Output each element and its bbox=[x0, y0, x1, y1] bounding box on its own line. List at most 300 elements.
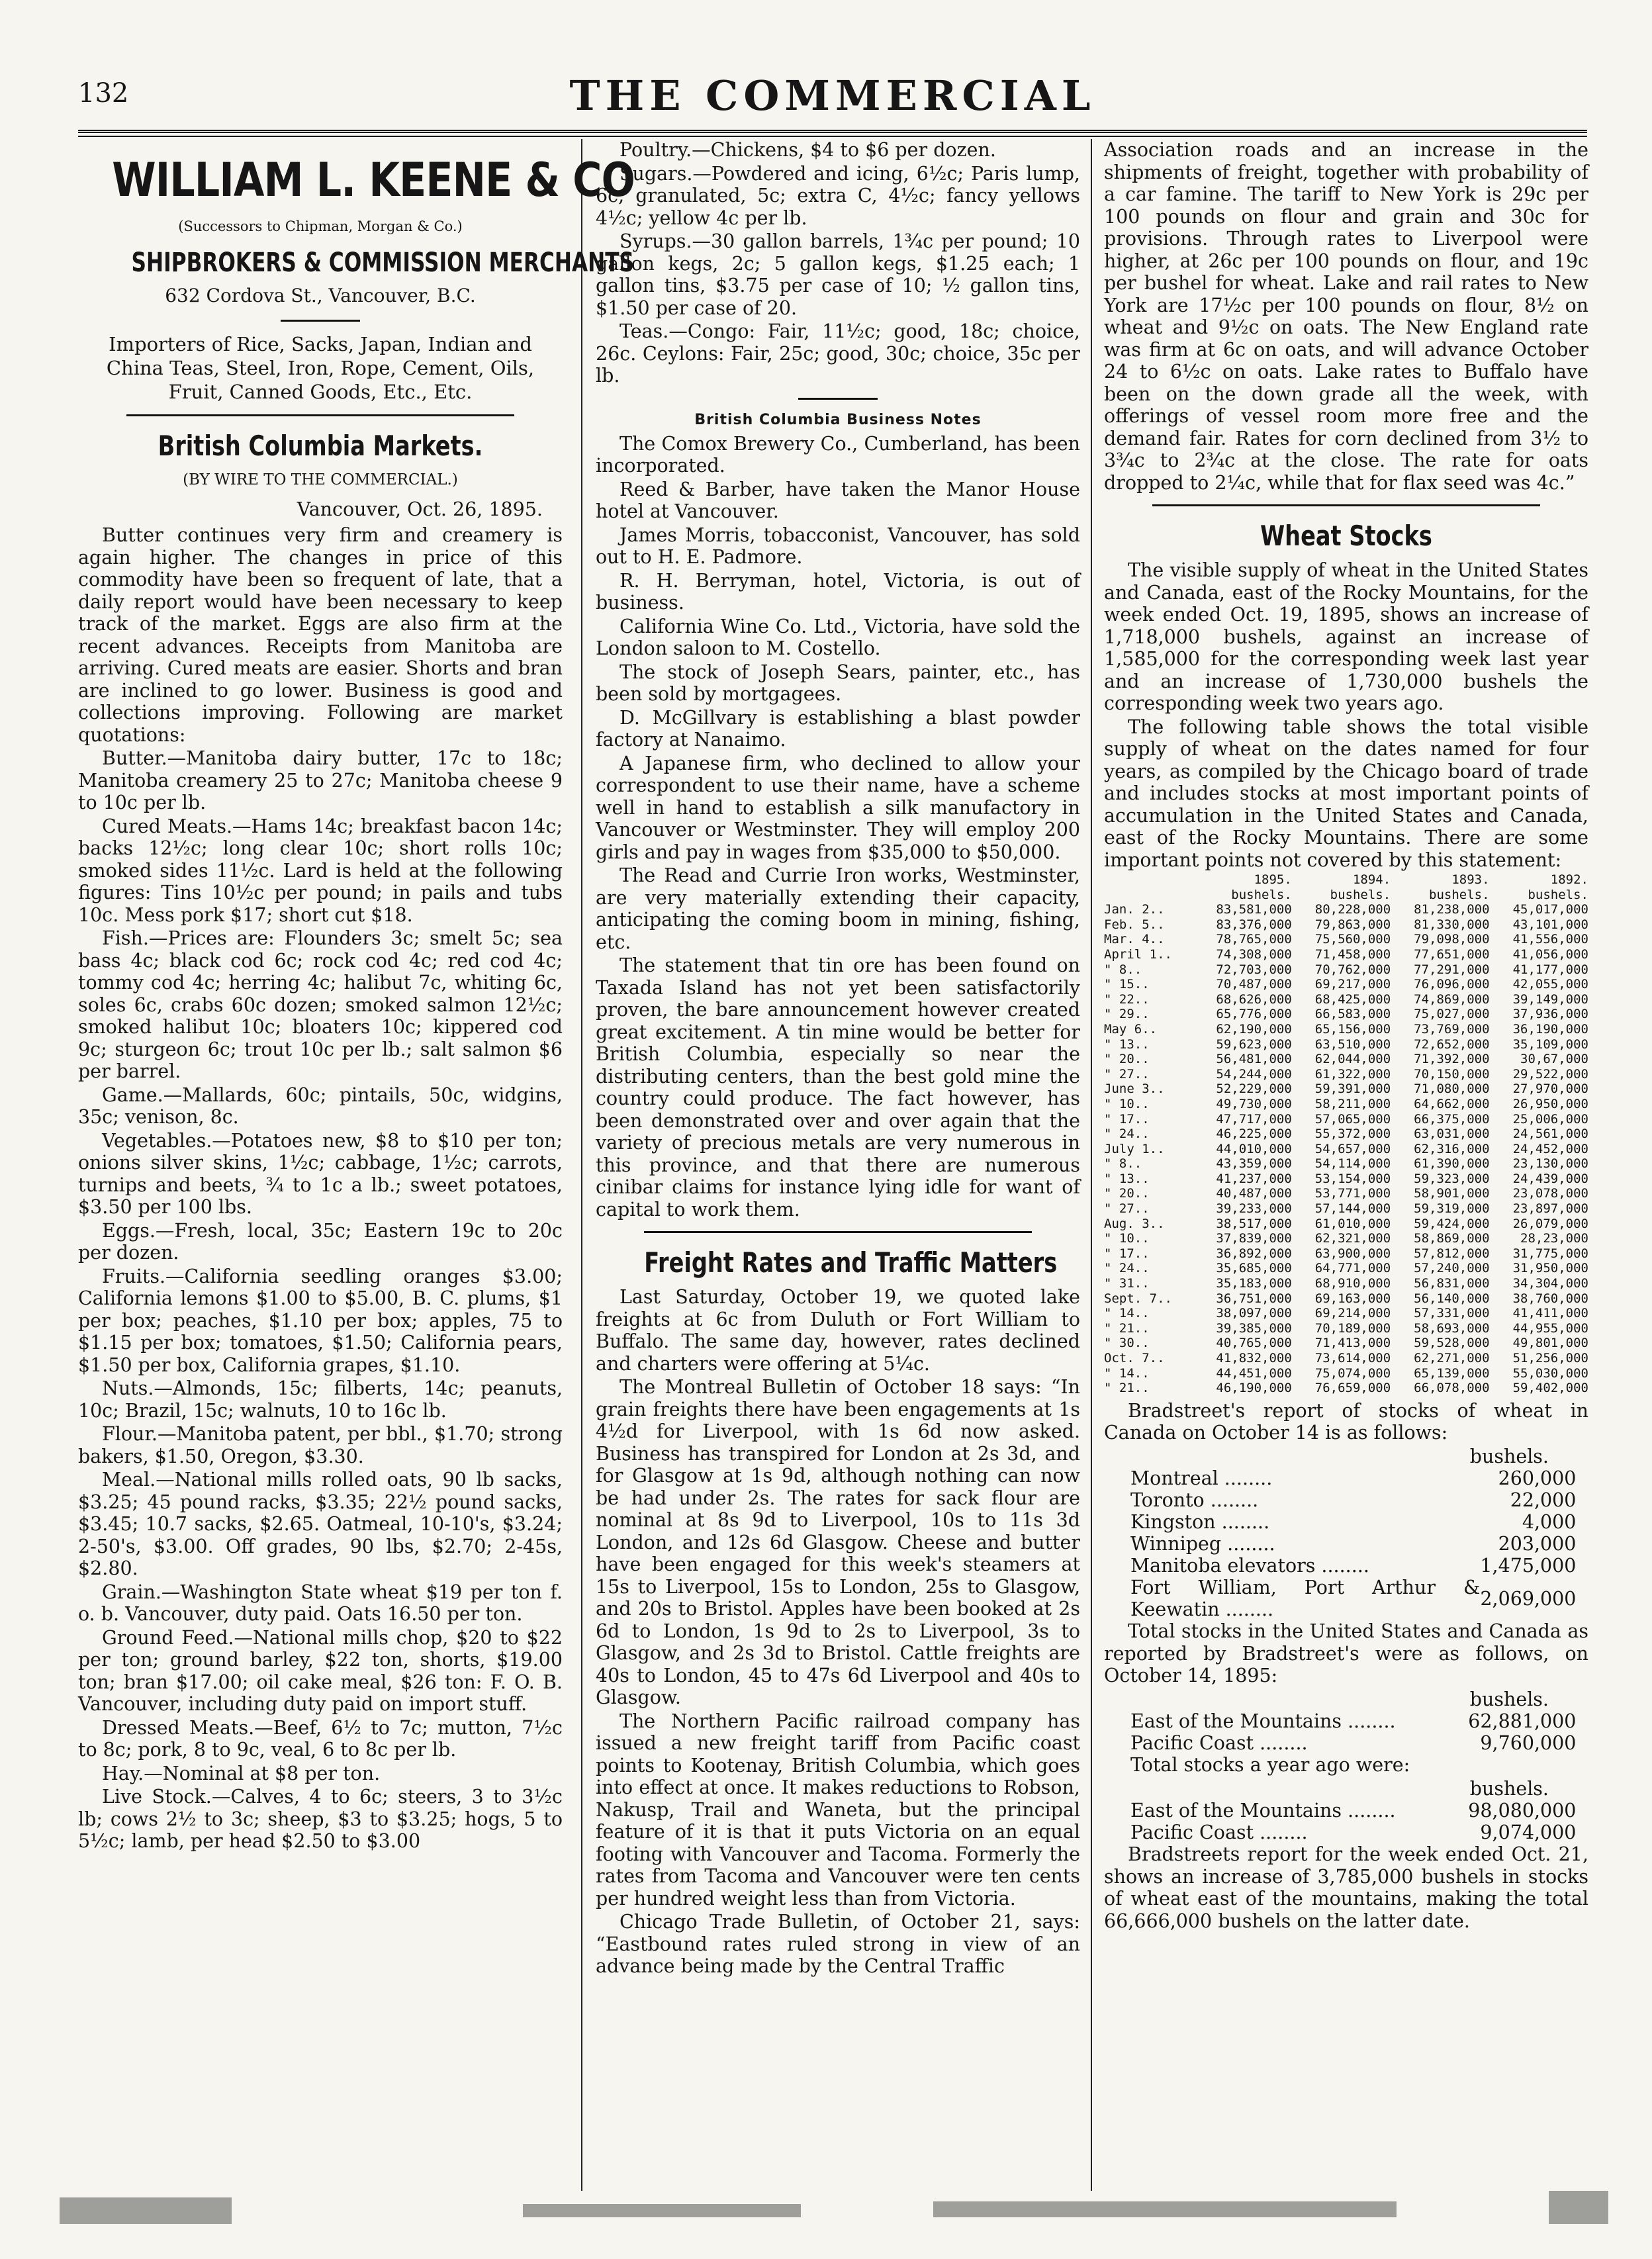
table-cell: 38,517,000 bbox=[1216, 1216, 1292, 1231]
table-cell: 36,892,000 bbox=[1216, 1246, 1292, 1261]
table-cell: 57,065,000 bbox=[1314, 1111, 1391, 1127]
paragraph: Poultry.—Chickens, $4 to $6 per dozen. bbox=[620, 139, 996, 161]
column-1 bbox=[78, 139, 635, 2197]
table-cell: 68,425,000 bbox=[1314, 991, 1391, 1007]
table-cell: 41,411,000 bbox=[1512, 1306, 1588, 1321]
paragraph: James Morris, tobacconist, Vancouver, has sold out to H. E. Padmore. bbox=[596, 524, 1080, 568]
table-cell: " 8.. bbox=[1104, 962, 1142, 977]
table-cell: 62,321,000 bbox=[1314, 1231, 1391, 1246]
paragraph: R. H. Berryman, hotel, Victoria, is out of business. bbox=[596, 569, 1080, 614]
paragraph: A Japanese firm, who declined to allow your correspondent to use their name, have a scheme well in hand to establish a silk manufactory in Vancouver or Westminster. They will employ 200 girls and pay in wages from $35,000 to $50,000. bbox=[596, 752, 1080, 863]
table-cell: 35,685,000 bbox=[1216, 1261, 1292, 1276]
column-2 bbox=[596, 139, 1080, 2197]
table-cell: Oct. 7.. bbox=[1104, 1351, 1165, 1365]
paragraph: Teas.—Congo: Fair, 11½c; good, 18c; choice, 26c. Ceylons: Fair, 25c; good, 30c; choice, 35c per lb. bbox=[596, 320, 1080, 387]
table-row bbox=[1104, 1321, 1588, 1336]
table-row bbox=[1104, 932, 1588, 947]
table-cell: 58,901,000 bbox=[1414, 1186, 1490, 1201]
paragraph: The visible supply of wheat in the United States and Canada, east of the Rocky Mountains, for the week ended Oct. 19, 1895, shows an increase of 1,718,000 bushels, against an increase of 1,585,000 for the corresponding week last year and an increase of 1,730,000 bushels the corresponding week two years ago. bbox=[1104, 559, 1588, 714]
table-cell: 49,801,000 bbox=[1512, 1336, 1588, 1351]
table-cell: " 24.. bbox=[1104, 1127, 1150, 1142]
table-row bbox=[1130, 1489, 1576, 1511]
table-cell: 73,769,000 bbox=[1414, 1021, 1490, 1037]
paragraph: Eggs.—Fresh, local, 35c; Eastern 19c to 20c per dozen. bbox=[78, 1219, 563, 1264]
divider bbox=[644, 1231, 1032, 1233]
table-row bbox=[1104, 1097, 1588, 1112]
table-cell: 39,233,000 bbox=[1216, 1201, 1292, 1217]
table-cell: 75,074,000 bbox=[1314, 1365, 1391, 1381]
stock-location: Kingston ........ bbox=[1130, 1511, 1270, 1534]
paragraph: Bradstreets report for the week ended Oct. 21, shows an increase of 3,785,000 bushels in stocks of wheat east of the mountains, making the total 66,666,000 bushels on the latter date. bbox=[1104, 1843, 1588, 1932]
table-cell: 49,730,000 bbox=[1216, 1096, 1292, 1111]
paragraph: The Comox Brewery Co., Cumberland, has been incorporated. bbox=[596, 432, 1080, 477]
masthead-title: THE COMMERCIAL bbox=[569, 71, 1096, 120]
table-cell: 74,308,000 bbox=[1216, 946, 1292, 962]
table-row bbox=[1130, 1821, 1576, 1843]
table-cell: 38,760,000 bbox=[1512, 1291, 1588, 1306]
table-cell: 44,955,000 bbox=[1512, 1320, 1588, 1336]
table-cell: 51,256,000 bbox=[1512, 1351, 1588, 1365]
table-cell: 35,109,000 bbox=[1512, 1037, 1588, 1052]
divider bbox=[281, 320, 360, 322]
table-cell: 46,225,000 bbox=[1216, 1127, 1292, 1142]
unit-label: bushels. bbox=[1469, 1688, 1549, 1710]
table-row bbox=[1104, 1276, 1588, 1291]
table-cell: 47,717,000 bbox=[1216, 1111, 1292, 1127]
table-cell: 57,240,000 bbox=[1414, 1261, 1490, 1276]
table-header-cell: bushels. bbox=[1330, 887, 1391, 902]
table-cell: 57,144,000 bbox=[1314, 1201, 1391, 1217]
stock-value: 98,080,000 bbox=[1468, 1800, 1577, 1822]
article-body bbox=[596, 139, 1080, 387]
table-cell: " 27.. bbox=[1104, 1201, 1150, 1217]
table-row bbox=[1104, 1261, 1588, 1276]
stock-value: 9,074,000 bbox=[1480, 1821, 1577, 1844]
table-cell: " 14.. bbox=[1104, 1306, 1150, 1321]
paragraph: Nuts.—Almonds, 15c; filberts, 14c; peanuts, 10c; Brazil, 15c; walnuts, 10 to 16c lb. bbox=[78, 1377, 563, 1422]
table-row bbox=[1130, 1533, 1576, 1555]
table-cell: 69,163,000 bbox=[1314, 1291, 1391, 1306]
paragraph: D. McGillvary is establishing a blast powder factory at Nanaimo. bbox=[596, 706, 1080, 751]
canada-stocks-table bbox=[1130, 1467, 1576, 1620]
paragraph: Flour.—Manitoba patent, per bbl., $1.70; strong bakers, $1.50, Oregon, $3.30. bbox=[78, 1423, 563, 1467]
paragraph: The Montreal Bulletin of October 18 says: “In grain freights there have been engagements at 1s 4½d for Liverpool, with 1s 6d now asked. Business has transpired for London at 2s 3d, and for Glasgow at 1s 9d, although nothing can now be had under 2s. The rates for sack flour are nominal at 8s 9d to Liverpool, 10s to 11s 3d London, and 12s 6d Glasgow. Cheese and butter have been engaged for this week's steamers at 15s to Liverpool, 15s to London, 25s to Glasgow, and 20s to Bristol. Apples have been booked at 2s 6d to London, 1s 9d to 2s to Liverpool, 3s to Glasgow, and 2s 3d to Bristol. Cattle freights are 40s to London, 45 to 47s 6d Liverpool and 40s to Glasgow. bbox=[596, 1376, 1080, 1708]
table-cell: 81,330,000 bbox=[1414, 917, 1490, 932]
table-cell: 54,244,000 bbox=[1216, 1066, 1292, 1082]
table-cell: 65,776,000 bbox=[1216, 1007, 1292, 1022]
stock-location: Pacific Coast ........ bbox=[1130, 1732, 1308, 1755]
table-cell: 73,614,000 bbox=[1314, 1351, 1391, 1365]
table-cell: 59,424,000 bbox=[1414, 1216, 1490, 1231]
table-cell: 76,659,000 bbox=[1314, 1381, 1391, 1396]
divider bbox=[798, 398, 878, 400]
table-row bbox=[1104, 917, 1588, 933]
table-cell: 83,581,000 bbox=[1216, 902, 1292, 917]
table-row bbox=[1104, 1336, 1588, 1351]
table-cell: 66,078,000 bbox=[1414, 1381, 1490, 1396]
ad-address: 632 Cordova St., Vancouver, B.C. bbox=[165, 284, 476, 306]
table-row bbox=[1130, 1800, 1576, 1821]
table-cell: 71,392,000 bbox=[1414, 1052, 1490, 1067]
table-row bbox=[1104, 977, 1588, 992]
paragraph: The statement that tin ore has been found on Taxada Island has not yet been satisfactorily proven, the bare announcement however created great excitement. A tin mine would be better for British Columbia, especially so near the distributing centers, than the best gold mine the country could produce. The fact however, has been demonstrated over and over again that the variety of precious metals are very numerous in this province, and that there are numerous cinibar claims for instance lying idle for want of capital to work them. bbox=[596, 954, 1080, 1221]
table-cell: Feb. 5.. bbox=[1104, 917, 1165, 932]
page-number: 132 bbox=[78, 78, 129, 109]
paragraph: The following table shows the total visible supply of wheat on the dates named for four years, as compiled by the Chicago board of trade and includes stocks at most important points of accumulation in the United States and Canada, east of the Rocky Mountains. There are some important points not covered by this statement: bbox=[1104, 715, 1588, 871]
table-cell: " 13.. bbox=[1104, 1037, 1150, 1052]
table-cell: 57,331,000 bbox=[1414, 1306, 1490, 1321]
table-cell: 78,765,000 bbox=[1216, 932, 1292, 947]
table-cell: June 3.. bbox=[1104, 1082, 1165, 1097]
page-edge-artifact bbox=[60, 2184, 1635, 2231]
table-cell: " 13.. bbox=[1104, 1171, 1150, 1186]
ad-company-name: WILLIAM L. KEENE & CO bbox=[112, 153, 635, 207]
table-cell: 63,031,000 bbox=[1414, 1127, 1490, 1142]
table-cell: " 17.. bbox=[1104, 1111, 1150, 1127]
masthead-rule bbox=[78, 130, 1587, 137]
table-cell: Jan. 2.. bbox=[1104, 902, 1165, 917]
table-row bbox=[1104, 1306, 1588, 1321]
table-cell: " 30.. bbox=[1104, 1336, 1150, 1351]
paragraph: The Read and Currie Iron works, Westminster, are very materially extending their capacity, anticipating the coming boom in mining, fishing, etc. bbox=[596, 864, 1080, 953]
table-cell: 63,900,000 bbox=[1314, 1246, 1391, 1261]
column-3 bbox=[1104, 139, 1588, 2197]
table-row bbox=[1104, 902, 1588, 917]
table-cell: 62,271,000 bbox=[1414, 1351, 1490, 1365]
table-row bbox=[1104, 1127, 1588, 1142]
table-cell: " 27.. bbox=[1104, 1066, 1150, 1082]
table-cell: 64,771,000 bbox=[1314, 1261, 1391, 1276]
stock-value: 203,000 bbox=[1498, 1533, 1577, 1555]
paragraph: Fruits.—California seedling oranges $3.00; California lemons $1.00 to $5.00, B. C. plums, $1 per box; peaches, $1.10 per box; apples, 75 to $1.15 per box; tomatoes, $1.50; California pears, $1.50 per box, California grapes, $1.10. bbox=[78, 1265, 563, 1376]
table-cell: 40,487,000 bbox=[1216, 1186, 1292, 1201]
table-cell: 29,522,000 bbox=[1512, 1066, 1588, 1082]
table-cell: 53,771,000 bbox=[1314, 1186, 1391, 1201]
table-cell: 43,359,000 bbox=[1216, 1156, 1292, 1172]
paragraph: Sugars.—Powdered and icing, 6½c; Paris lump, 6c; granulated, 5c; extra C, 4½c; fancy yellows 4½c; yellow 4c per lb. bbox=[596, 162, 1080, 229]
byline: (BY WIRE TO THE COMMERCIAL.) bbox=[183, 471, 458, 488]
table-cell: " 24.. bbox=[1104, 1261, 1150, 1276]
ad-business: SHIPBROKERS & COMMISSION MERCHANTS bbox=[131, 247, 635, 278]
table-cell: " 10.. bbox=[1104, 1231, 1150, 1246]
table-row bbox=[1104, 1381, 1588, 1396]
table-cell: 64,662,000 bbox=[1414, 1096, 1490, 1111]
table-cell: 24,452,000 bbox=[1512, 1141, 1588, 1156]
table-cell: 65,139,000 bbox=[1414, 1365, 1490, 1381]
ad-successors: (Successors to Chipman, Morgan & Co.) bbox=[178, 218, 463, 234]
paragraph: Fish.—Prices are: Flounders 3c; smelt 5c; sea bass 4c; black cod 6c; rock cod 4c; red cod 4c; tommy cod 4c; herring 4c; halibut 7c, whiting 6c, soles 6c, crabs 60c dozen; smoked salmon 12½c; smoked halibut 10c; bloaters 10c; kippered cod 9c; sturgeon 6c; trout 10c per lb.; salt salmon $6 per barrel. bbox=[78, 927, 563, 1082]
table-cell: 74,869,000 bbox=[1414, 991, 1490, 1007]
table-cell: April 1.. bbox=[1104, 946, 1172, 962]
stock-location: Montreal ........ bbox=[1130, 1467, 1273, 1490]
table-cell: 71,413,000 bbox=[1314, 1336, 1391, 1351]
dateline: Vancouver, Oct. 26, 1895. bbox=[297, 498, 543, 520]
article-heading: Wheat Stocks bbox=[1260, 520, 1432, 552]
table-row bbox=[1104, 1007, 1588, 1022]
stock-value: 22,000 bbox=[1510, 1489, 1577, 1512]
table-cell: 71,458,000 bbox=[1314, 946, 1391, 962]
table-cell: 38,097,000 bbox=[1216, 1306, 1292, 1321]
advertisement bbox=[78, 152, 635, 404]
paragraph: Total stocks in the United States and Canada as reported by Bradstreet's were as follows, on October 14, 1895: bbox=[1104, 1620, 1588, 1687]
divider bbox=[126, 414, 514, 416]
table-cell: 37,936,000 bbox=[1512, 1007, 1588, 1022]
table-cell: 69,214,000 bbox=[1314, 1306, 1391, 1321]
paragraph: Ground Feed.—National mills chop, $20 to $22 per ton; ground barley, $22 ton, shorts, $19.00 ton; bran $17.00; oil cake meal, $26 ton: F. O. B. Vancouver, including duty paid on import stuff. bbox=[78, 1626, 563, 1715]
table-cell: 75,560,000 bbox=[1314, 932, 1391, 947]
table-row bbox=[1104, 992, 1588, 1007]
table-row bbox=[1104, 1112, 1588, 1127]
paragraph: California Wine Co. Ltd., Victoria, have sold the London saloon to M. Costello. bbox=[596, 615, 1080, 659]
article-heading: British Columbia Markets. bbox=[158, 430, 483, 462]
article-heading: British Columbia Business Notes bbox=[694, 411, 982, 428]
table-cell: May 6.. bbox=[1104, 1021, 1158, 1037]
table-cell: 41,832,000 bbox=[1216, 1351, 1292, 1365]
table-cell: 65,156,000 bbox=[1314, 1021, 1391, 1037]
masthead bbox=[78, 66, 1587, 126]
table-cell: 59,323,000 bbox=[1414, 1171, 1490, 1186]
table-cell: 68,626,000 bbox=[1216, 991, 1292, 1007]
table-cell: 46,190,000 bbox=[1216, 1381, 1292, 1396]
table-cell: " 22.. bbox=[1104, 991, 1150, 1007]
table-cell: 61,390,000 bbox=[1414, 1156, 1490, 1172]
stock-value: 2,069,000 bbox=[1480, 1587, 1577, 1610]
table-header-row bbox=[1104, 888, 1588, 903]
table-row bbox=[1104, 947, 1588, 962]
stock-location: Manitoba elevators ........ bbox=[1130, 1555, 1369, 1577]
table-cell: 31,950,000 bbox=[1512, 1261, 1588, 1276]
paragraph: Cured Meats.—Hams 14c; breakfast bacon 14c; backs 12½c; long clear 10c; short rolls 10c; smoked sides 11½c. Lard is held at the following figures: Tins 10½c per pound; in pails and tubs 10c. Mess pork $17; short cut $18. bbox=[78, 815, 563, 926]
table-cell: 56,831,000 bbox=[1414, 1276, 1490, 1291]
paragraph: Hay.—Nominal at $8 per ton. bbox=[102, 1762, 381, 1784]
table-cell: " 14.. bbox=[1104, 1365, 1150, 1381]
table-cell: 44,010,000 bbox=[1216, 1141, 1292, 1156]
table-cell: " 15.. bbox=[1104, 977, 1150, 992]
table-cell: 39,149,000 bbox=[1512, 991, 1588, 1007]
table-header-cell bbox=[1104, 888, 1193, 903]
table-row bbox=[1130, 1467, 1576, 1489]
table-cell: 81,238,000 bbox=[1414, 902, 1490, 917]
table-cell: 58,869,000 bbox=[1414, 1231, 1490, 1246]
divider bbox=[1152, 504, 1540, 506]
table-cell: 83,376,000 bbox=[1216, 917, 1292, 932]
table-cell: 59,623,000 bbox=[1216, 1037, 1292, 1052]
unit-label: bushels. bbox=[1469, 1445, 1549, 1467]
table-header-cell: bushels. bbox=[1528, 887, 1588, 902]
table-cell: 41,237,000 bbox=[1216, 1171, 1292, 1186]
paragraph: Syrups.—30 gallon barrels, 1¾c per pound; 10 gallon kegs, 2c; 5 gallon kegs, $1.25 each; 1 gallon tins, $3.75 per case of 10; ½ gallon tins, $1.50 per case of 20. bbox=[596, 230, 1080, 319]
table-cell: 25,006,000 bbox=[1512, 1111, 1588, 1127]
table-row bbox=[1104, 962, 1588, 978]
paragraph: The Northern Pacific railroad company has issued a new freight tariff from Pacific coast points to Kootenay, British Columbia, which goes into effect at once. It makes reductions to Robson, Nakusp, Trail and Waneta, but the principal feature of it is that it puts Victoria on an equal footing with Vancouver and Tacoma. Formerly the rates from Tacoma and Vancouver were ten cents per hundred weight less than from Victoria. bbox=[596, 1710, 1080, 1910]
paragraph: Vegetables.—Potatoes new, $8 to $10 per ton; onions silver skins, 1½c; cabbage, 1½c; carrots, turnips and beets, ¾ to 1c a lb.; sweet potatoes, $3.50 per 100 lbs. bbox=[78, 1129, 563, 1218]
table-row bbox=[1104, 1037, 1588, 1052]
paragraph: Game.—Mallards, 60c; pintails, 50c, widgins, 35c; venison, 8c. bbox=[78, 1083, 563, 1128]
table-cell: " 20.. bbox=[1104, 1052, 1150, 1067]
table-cell: 23,897,000 bbox=[1512, 1201, 1588, 1217]
table-header-row bbox=[1104, 872, 1588, 888]
stock-value: 4,000 bbox=[1522, 1511, 1577, 1534]
table-cell: 72,652,000 bbox=[1414, 1037, 1490, 1052]
paragraph: Reed & Barber, have taken the Manor House hotel at Vancouver. bbox=[596, 478, 1080, 522]
article-heading: Freight Rates and Traffic Matters bbox=[644, 1246, 1058, 1279]
table-cell: 68,910,000 bbox=[1314, 1276, 1391, 1291]
stock-location: Fort William, Port Arthur & Keewatin ........ bbox=[1130, 1577, 1481, 1621]
ad-importers: Importers of Rice, Sacks, Japan, Indian and China Teas, Steel, Iron, Rope, Cement, Oils, Fruit, Canned Goods, Etc., Etc. bbox=[106, 333, 535, 403]
table-cell: 41,556,000 bbox=[1512, 932, 1588, 947]
stock-value: 1,475,000 bbox=[1480, 1555, 1577, 1577]
table-header-cell: 1892. bbox=[1550, 872, 1588, 887]
paragraph: Meal.—National mills rolled oats, 90 lb sacks, $3.25; 45 pound racks, $3.35; 22½ pound sacks, $3.45; 10.7 sacks, $2.65. Oatmeal, 10-10's, $3.24; 2-50's, $3.00. Off grades, 90 lbs, $2.70; 2-45s, $2.80. bbox=[78, 1469, 563, 1579]
table-header-cell: 1895. bbox=[1254, 872, 1292, 887]
paragraph: Dressed Meats.—Beef, 6½ to 7c; mutton, 7½c to 8c; pork, 8 to 9c, veal, 6 to 8c per lb. bbox=[78, 1716, 563, 1761]
table-header-cell: bushels. bbox=[1231, 887, 1292, 902]
table-cell: 55,030,000 bbox=[1512, 1365, 1588, 1381]
table-cell: 40,765,000 bbox=[1216, 1336, 1292, 1351]
table-cell: 77,651,000 bbox=[1414, 946, 1490, 962]
table-cell: " 21.. bbox=[1104, 1320, 1150, 1336]
stock-location: East of the Mountains ........ bbox=[1130, 1710, 1396, 1733]
table-cell: 72,703,000 bbox=[1216, 962, 1292, 977]
table-cell: 66,375,000 bbox=[1414, 1111, 1490, 1127]
table-cell: 79,098,000 bbox=[1414, 932, 1490, 947]
table-cell: 66,583,000 bbox=[1314, 1007, 1391, 1022]
table-cell: 28,23,000 bbox=[1520, 1231, 1588, 1246]
table-cell: 24,561,000 bbox=[1512, 1127, 1588, 1142]
table-cell: 76,096,000 bbox=[1414, 977, 1490, 992]
table-row bbox=[1104, 1142, 1588, 1157]
table-cell: 59,319,000 bbox=[1414, 1201, 1490, 1217]
table-cell: 75,027,000 bbox=[1414, 1007, 1490, 1022]
article-body bbox=[78, 524, 563, 1853]
table-cell: 37,839,000 bbox=[1216, 1231, 1292, 1246]
table-row bbox=[1130, 1710, 1576, 1732]
article-body bbox=[596, 433, 1080, 1221]
table-cell: 63,510,000 bbox=[1314, 1037, 1391, 1052]
stock-location: East of the Mountains ........ bbox=[1130, 1800, 1396, 1822]
table-row bbox=[1104, 1246, 1588, 1262]
table-cell: 41,056,000 bbox=[1512, 946, 1588, 962]
table-cell: 59,402,000 bbox=[1512, 1381, 1588, 1396]
table-cell: 53,154,000 bbox=[1314, 1171, 1391, 1186]
table-cell: 23,078,000 bbox=[1512, 1186, 1588, 1201]
table-cell: 42,055,000 bbox=[1512, 977, 1588, 992]
table-cell: Sept. 7.. bbox=[1104, 1291, 1172, 1306]
table-cell: 26,950,000 bbox=[1512, 1096, 1588, 1111]
table-cell: 54,657,000 bbox=[1314, 1141, 1391, 1156]
table-row bbox=[1104, 1217, 1588, 1232]
column-divider bbox=[1091, 139, 1092, 2191]
wheat-supply-table bbox=[1104, 872, 1588, 1396]
paragraph: Bradstreet's report of stocks of wheat in Canada on October 14 is as follows: bbox=[1104, 1399, 1588, 1444]
table-cell: 56,140,000 bbox=[1414, 1291, 1490, 1306]
table-cell: 71,080,000 bbox=[1414, 1082, 1490, 1097]
paragraph: Live Stock.—Calves, 4 to 6c; steers, 3 to 3½c lb; cows 2½ to 3c; sheep, $3 to $3.25; hogs, 5 to 5½c; lamb, per head $2.50 to $3.00 bbox=[78, 1786, 563, 1852]
table-cell: 27,970,000 bbox=[1512, 1082, 1588, 1097]
table-row bbox=[1104, 1067, 1588, 1082]
table-header-cell: 1894. bbox=[1352, 872, 1391, 887]
paragraph: Butter.—Manitoba dairy butter, 17c to 18c; Manitoba creamery 25 to 27c; Manitoba cheese 9 to 10c per lb. bbox=[78, 747, 563, 813]
table-cell: 70,189,000 bbox=[1314, 1320, 1391, 1336]
table-cell: 62,316,000 bbox=[1414, 1141, 1490, 1156]
table-cell: 43,101,000 bbox=[1512, 917, 1588, 932]
table-cell: 59,391,000 bbox=[1314, 1082, 1391, 1097]
stock-value: 62,881,000 bbox=[1468, 1710, 1577, 1733]
table-cell: 58,693,000 bbox=[1414, 1320, 1490, 1336]
unit-label: bushels. bbox=[1469, 1777, 1549, 1800]
paragraph: Total stocks a year ago were: bbox=[1130, 1754, 1410, 1776]
table-cell: July 1.. bbox=[1104, 1141, 1165, 1156]
table-cell: 41,177,000 bbox=[1512, 962, 1588, 977]
table-cell: Mar. 4.. bbox=[1104, 932, 1165, 947]
table-cell: 61,322,000 bbox=[1314, 1066, 1391, 1082]
table-row bbox=[1104, 1052, 1588, 1067]
table-cell: " 21.. bbox=[1104, 1381, 1150, 1396]
paragraph: Chicago Trade Bulletin, of October 21, says: “Eastbound rates ruled strong in view of an advance being made by the Central Traffic bbox=[596, 1911, 1080, 1977]
table-cell: 62,190,000 bbox=[1216, 1021, 1292, 1037]
table-cell: 36,751,000 bbox=[1216, 1291, 1292, 1306]
table-row bbox=[1130, 1732, 1576, 1754]
table-cell: 59,528,000 bbox=[1414, 1336, 1490, 1351]
table-cell: 79,863,000 bbox=[1314, 917, 1391, 932]
stock-location: Toronto ........ bbox=[1130, 1489, 1259, 1512]
table-cell: 44,451,000 bbox=[1216, 1365, 1292, 1381]
table-cell: 23,130,000 bbox=[1512, 1156, 1588, 1172]
table-header-cell: 1893. bbox=[1451, 872, 1490, 887]
table-cell: " 17.. bbox=[1104, 1246, 1150, 1261]
table-row bbox=[1104, 1186, 1588, 1201]
table-cell: 35,183,000 bbox=[1216, 1276, 1292, 1291]
table-cell: 54,114,000 bbox=[1314, 1156, 1391, 1172]
table-row bbox=[1104, 1201, 1588, 1217]
table-cell: 70,762,000 bbox=[1314, 962, 1391, 977]
stock-value: 9,760,000 bbox=[1480, 1732, 1577, 1755]
table-cell: 57,812,000 bbox=[1414, 1246, 1490, 1261]
table-cell: 56,481,000 bbox=[1216, 1052, 1292, 1067]
table-cell: 36,190,000 bbox=[1512, 1021, 1588, 1037]
table-cell: " 20.. bbox=[1104, 1186, 1150, 1201]
table-row bbox=[1104, 1082, 1588, 1097]
table-cell: 24,439,000 bbox=[1512, 1171, 1588, 1186]
paragraph: Last Saturday, October 19, we quoted lake freights at 6c from Duluth or Fort William to Buffalo. The same day, however, rates declined and charters were offering at 5¼c. bbox=[596, 1286, 1080, 1375]
stock-location: Pacific Coast ........ bbox=[1130, 1821, 1308, 1844]
table-row bbox=[1104, 1291, 1588, 1307]
table-cell: 34,304,000 bbox=[1512, 1276, 1588, 1291]
table-cell: 80,228,000 bbox=[1314, 902, 1391, 917]
column-divider bbox=[581, 139, 582, 2191]
table-cell: 30,67,000 bbox=[1520, 1052, 1588, 1067]
table-row bbox=[1130, 1555, 1576, 1577]
table-cell: " 31.. bbox=[1104, 1276, 1150, 1291]
table-cell: 26,079,000 bbox=[1512, 1216, 1588, 1231]
table-row bbox=[1104, 1022, 1588, 1037]
stock-location: Winnipeg ........ bbox=[1130, 1533, 1275, 1555]
table-row bbox=[1130, 1511, 1576, 1533]
article-body bbox=[596, 1286, 1080, 1978]
table-row bbox=[1104, 1351, 1588, 1366]
table-cell: 58,211,000 bbox=[1314, 1096, 1391, 1111]
total-stocks-table bbox=[1130, 1710, 1576, 1754]
table-cell: " 29.. bbox=[1104, 1007, 1150, 1022]
paragraph: Association roads and an increase in the shipments of freight, together with probability of a car famine. The tariff to New York is 29c per 100 pounds on flour and grain and 30c for provisions. Through rates to Liverpool were higher, at 26c per 100 pounds on flour, and 19c per bushel for wheat. Lake and rail rates to New York are 17½c per 100 pounds on flour, 8½ on wheat and 9½c on oats. The New England rate was firm at 6c on oats, and will advance October 24 to 6½c on oats. Lake rates to Buffalo have been on the down grade all the week, with offerings of vessel room more free and the demand fair. Rates for corn declined from 3½ to 3¾c to 2¾c at the close. The rate for oats dropped to 2¼c, while that for flax seed was 4c.” bbox=[1104, 139, 1588, 494]
table-cell: 77,291,000 bbox=[1414, 962, 1490, 977]
table-header-cell bbox=[1104, 872, 1193, 888]
table-cell: 31,775,000 bbox=[1512, 1246, 1588, 1261]
table-row bbox=[1104, 1172, 1588, 1187]
table-cell: 39,385,000 bbox=[1216, 1320, 1292, 1336]
table-cell: 61,010,000 bbox=[1314, 1216, 1391, 1231]
table-header-cell: bushels. bbox=[1429, 887, 1490, 902]
